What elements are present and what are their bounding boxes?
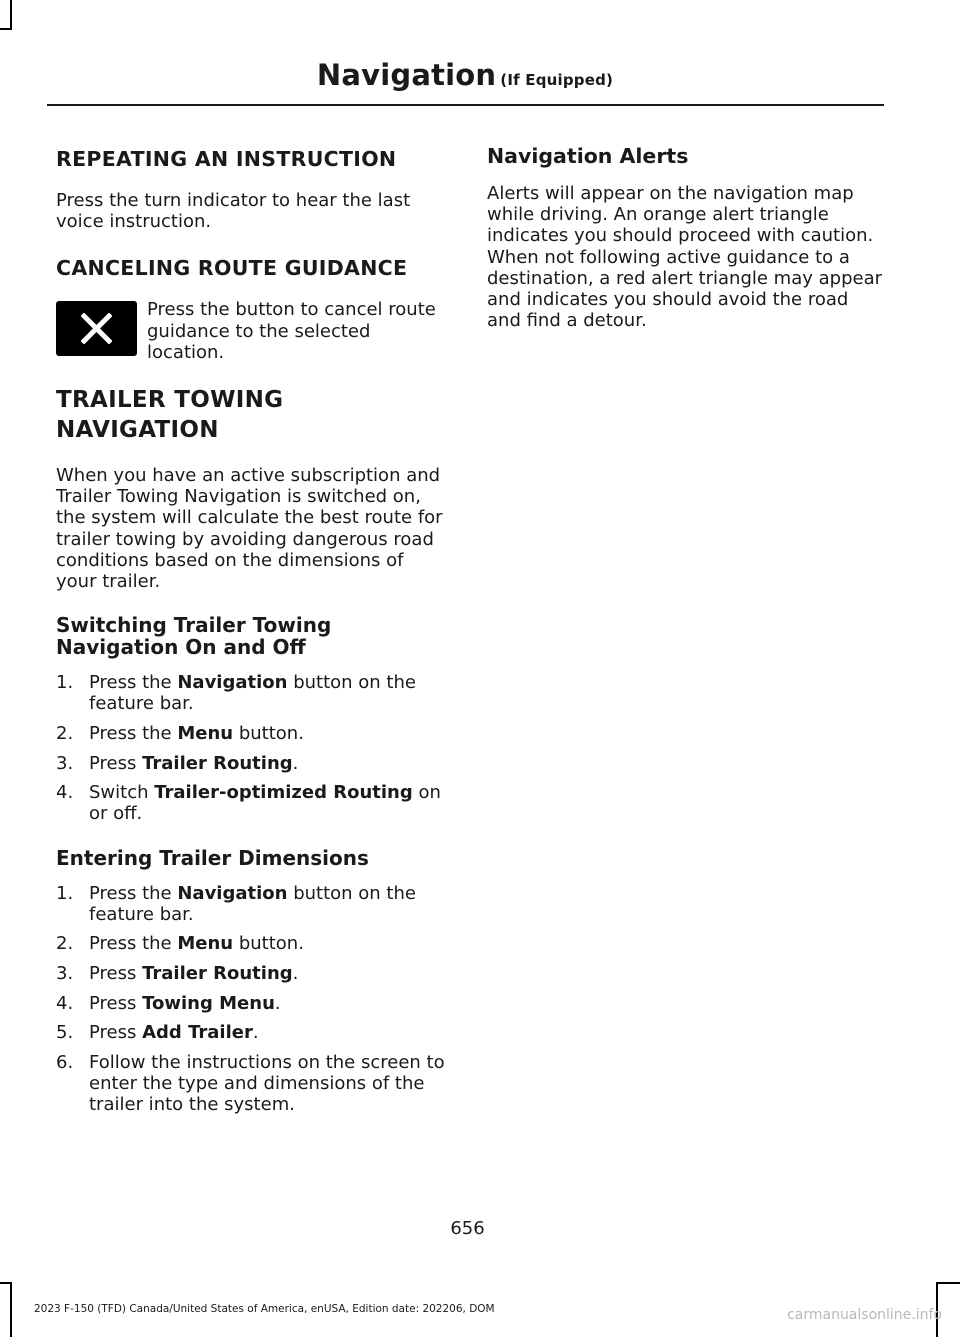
step-number: 2. bbox=[56, 723, 74, 745]
header-rule bbox=[47, 104, 884, 106]
step-text-post: button on the feature bar. bbox=[89, 882, 416, 925]
step-text-bold: Trailer Routing bbox=[142, 752, 293, 774]
step-item bbox=[56, 1022, 448, 1043]
repeat-text: Press the turn indicator to hear the last voice instruction. bbox=[56, 190, 411, 233]
step-text-pre: Press the bbox=[89, 933, 178, 955]
cancel-heading: CANCELING ROUTE GUIDANCE bbox=[56, 256, 408, 281]
step-item bbox=[56, 672, 448, 714]
step-text-bold: Towing Menu bbox=[142, 992, 275, 1014]
step-text-pre: Press bbox=[89, 1022, 143, 1044]
step-number: 3. bbox=[56, 963, 74, 985]
step-number: 1. bbox=[56, 882, 74, 904]
crop-mark bbox=[10, 1282, 12, 1337]
repeat-heading: REPEATING AN INSTRUCTION bbox=[56, 147, 397, 171]
close-x-icon bbox=[56, 301, 137, 356]
switching-steps bbox=[56, 672, 448, 824]
step-text bbox=[89, 1052, 448, 1116]
dimensions-steps bbox=[56, 883, 448, 1116]
step-text-bold: Trailer Routing bbox=[142, 963, 293, 985]
step-text-post: . bbox=[292, 963, 299, 985]
step-item bbox=[56, 753, 448, 774]
step-number: 5. bbox=[56, 1022, 74, 1044]
trailer-heading-line2: NAVIGATION bbox=[56, 417, 219, 444]
step-text-post: . bbox=[292, 752, 299, 774]
header-subtitle: (If Equipped) bbox=[500, 71, 614, 89]
left-column bbox=[56, 145, 448, 1137]
cancel-row bbox=[56, 299, 448, 363]
step-text-pre: Press bbox=[89, 752, 143, 774]
step-text-bold: Menu bbox=[177, 933, 234, 955]
step-text-post: button. bbox=[233, 933, 304, 955]
page-number: 656 bbox=[450, 1218, 485, 1239]
step-item bbox=[56, 782, 448, 824]
crop-mark bbox=[10, 0, 12, 30]
alerts-heading: Navigation Alerts bbox=[487, 144, 689, 168]
switching-heading: Switching Trailer Towing Navigation On and Off bbox=[56, 613, 332, 660]
step-text-bold: Add Trailer bbox=[142, 1022, 253, 1044]
step-number: 3. bbox=[56, 752, 74, 774]
step-text-bold: Navigation bbox=[177, 882, 288, 904]
dimensions-heading: Entering Trailer Dimensions bbox=[56, 845, 369, 870]
step-text bbox=[89, 753, 448, 774]
step-number: 4. bbox=[56, 992, 74, 1014]
step-item bbox=[56, 993, 448, 1014]
step-item bbox=[56, 1052, 448, 1116]
step-text-bold: Trailer-optimized Routing bbox=[154, 782, 413, 804]
step-text-post: . bbox=[252, 1022, 259, 1044]
step-text-pre: Switch bbox=[89, 782, 155, 804]
step-text-pre: Press the bbox=[89, 882, 178, 904]
trailer-heading bbox=[56, 385, 448, 445]
footer-text: 2023 F-150 (TFD) Canada/United States of America, enUSA, Edition date: 202206, DOM bbox=[34, 1303, 495, 1315]
step-item bbox=[56, 883, 448, 925]
step-text bbox=[89, 933, 448, 954]
step-text-pre: Press bbox=[89, 992, 143, 1014]
crop-mark bbox=[936, 1282, 960, 1284]
step-text-pre: Press the bbox=[89, 672, 178, 694]
crop-mark bbox=[0, 28, 12, 30]
step-text-bold: Menu bbox=[177, 723, 234, 745]
step-text-pre: Press bbox=[89, 963, 143, 985]
step-text-bold: Navigation bbox=[177, 672, 288, 694]
step-text bbox=[89, 782, 448, 824]
step-text bbox=[89, 993, 448, 1014]
step-text bbox=[89, 1022, 448, 1043]
step-number: 1. bbox=[56, 672, 74, 694]
step-item bbox=[56, 723, 448, 744]
step-text-pre: Follow the instructions on the screen to enter the type and dimensions of the trailer into the system. bbox=[89, 1051, 445, 1116]
step-text-pre: Press the bbox=[89, 723, 178, 745]
crop-mark bbox=[0, 1282, 12, 1284]
step-text bbox=[89, 883, 448, 925]
step-item bbox=[56, 963, 448, 984]
right-column bbox=[487, 145, 883, 353]
step-text-post: . bbox=[274, 992, 281, 1014]
cancel-text: Press the button to cancel route guidance to the selected location. bbox=[147, 299, 436, 363]
step-text bbox=[89, 672, 448, 714]
header-title: Navigation bbox=[316, 58, 497, 92]
step-text-post: button on the feature bar. bbox=[89, 672, 416, 715]
step-number: 6. bbox=[56, 1051, 74, 1073]
alerts-text: Alerts will appear on the navigation map while driving. An orange alert triangle indicates you should proceed with caution. When not following active guidance to a destination, a red alert triangle may appear and indicates you should avoid the road and find a detour. bbox=[487, 183, 883, 332]
trailer-heading-line1: TRAILER TOWING bbox=[56, 387, 284, 414]
watermark: carmanualsonline.info bbox=[787, 1307, 942, 1323]
step-number: 4. bbox=[56, 782, 74, 804]
step-text-post: button. bbox=[233, 723, 304, 745]
page-header bbox=[0, 58, 930, 92]
trailer-text: When you have an active subscription and Trailer Towing Navigation is switched on, the system will calculate the best route for trailer towing by avoiding dangerous road conditions based on the dimensions of your trailer. bbox=[56, 465, 443, 593]
step-item bbox=[56, 933, 448, 954]
step-number: 2. bbox=[56, 933, 74, 955]
step-text bbox=[89, 963, 448, 984]
step-text-post: on or off. bbox=[89, 782, 441, 825]
step-text bbox=[89, 723, 448, 744]
